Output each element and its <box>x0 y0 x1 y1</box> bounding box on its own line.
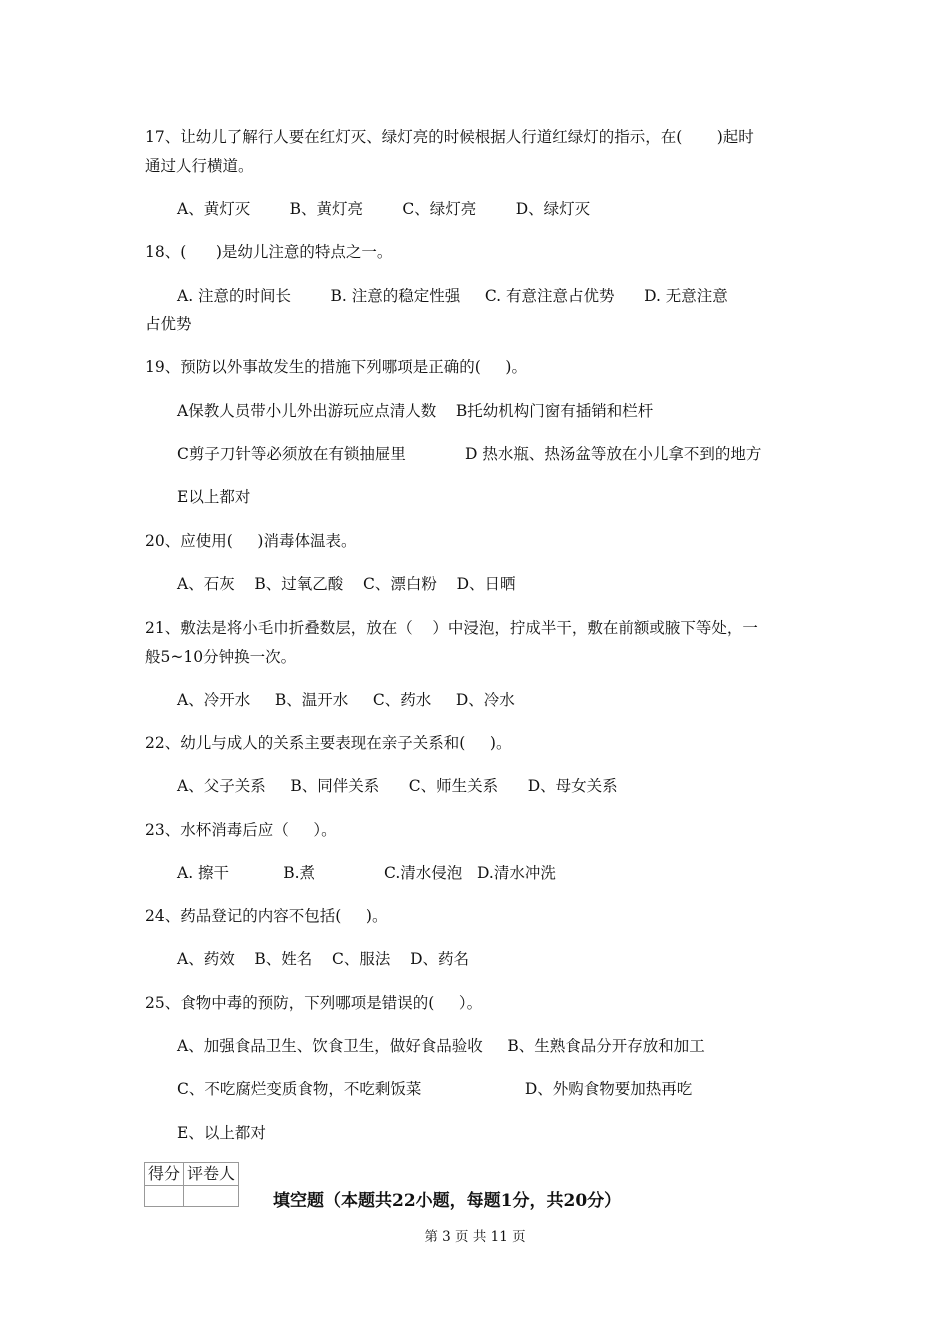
page-footer: 第 3 页 共 11 页 <box>424 1229 526 1245</box>
question-21-options: A、冷开水 B、温开水 C、药水 D、冷水 <box>177 691 515 709</box>
question-17-text-cont: 通过人行横道。 <box>145 157 254 175</box>
question-22-text: 22、幼儿与成人的关系主要表现在亲子关系和( )。 <box>145 734 512 752</box>
question-21-text: 21、敷法是将小毛巾折叠数层，放在（ ）中浸泡，拧成半干，敷在前额或腋下等处，一 <box>145 619 758 637</box>
score-table <box>144 1162 239 1207</box>
question-20-text: 20、应使用( )消毒体温表。 <box>145 532 357 550</box>
question-24-options: A、药效 B、姓名 C、服法 D、药名 <box>177 950 469 968</box>
question-19-option-line2: C剪子刀针等必须放在有锁抽屉里 D 热水瓶、热汤盆等放在小儿拿不到的地方 <box>177 445 762 463</box>
grader-cell[interactable] <box>184 1186 239 1207</box>
question-25-option-line1: A、加强食品卫生、饮食卫生，做好食品验收 B、生熟食品分开存放和加工 <box>177 1037 705 1055</box>
score-cell[interactable] <box>145 1186 184 1207</box>
question-25-option-line3: E、以上都对 <box>177 1124 266 1142</box>
question-18-options: A. 注意的时间长 B. 注意的稳定性强 C. 有意注意占优势 D. 无意注意 <box>177 287 728 305</box>
question-23-options: A. 擦干 B.煮 C.清水侵泡 D.清水冲洗 <box>177 864 556 882</box>
question-21-text-cont: 般5~10分钟换一次。 <box>145 648 297 666</box>
question-20-options: A、石灰 B、过氧乙酸 C、漂白粉 D、日晒 <box>177 575 516 593</box>
grader-header: 评卷人 <box>184 1163 239 1186</box>
question-23-text: 23、水杯消毒后应（ ）。 <box>145 821 337 839</box>
question-24-text: 24、药品登记的内容不包括( )。 <box>145 907 388 925</box>
question-18-options-cont: 占优势 <box>145 315 192 333</box>
question-25-text: 25、食物中毒的预防，下列哪项是错误的( ）。 <box>145 994 483 1012</box>
question-17-options: A、黄灯灭 B、黄灯亮 C、绿灯亮 D、绿灯灭 <box>177 200 591 218</box>
question-18-text: 18、( )是幼儿注意的特点之一。 <box>145 243 393 261</box>
question-19-text: 19、预防以外事故发生的措施下列哪项是正确的( )。 <box>145 358 527 376</box>
question-17-text: 17、让幼儿了解行人要在红灯灭、绿灯亮的时候根据人行道红绿灯的指示，在( )起时 <box>145 128 754 146</box>
score-header: 得分 <box>145 1163 184 1186</box>
question-19-option-line1: A保教人员带小儿外出游玩应点清人数 B托幼机构门窗有插销和栏杆 <box>177 402 654 420</box>
section-title: 填空题（本题共22小题，每题1分，共20分） <box>273 1191 622 1211</box>
question-25-option-line2: C、不吃腐烂变质食物，不吃剩饭菜 D、外购食物要加热再吃 <box>177 1080 693 1098</box>
question-19-option-line3: E以上都对 <box>177 488 251 506</box>
question-22-options: A、父子关系 B、同伴关系 C、师生关系 D、母女关系 <box>177 777 618 795</box>
